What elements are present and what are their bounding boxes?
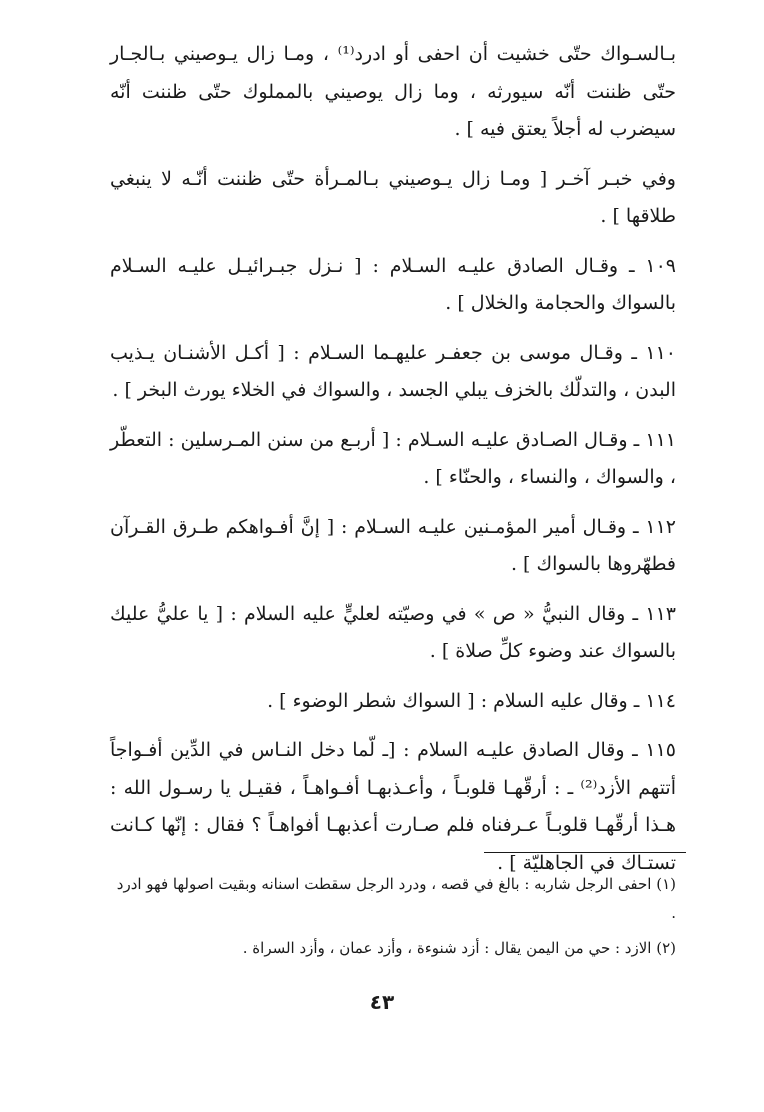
paragraph-other-report: وفي خبـر آخـر [ ومـا زال يـوصيني بـالمـرأة حتّى ظننت أنّـه لا ينبغي طلاقها ] . — [110, 167, 676, 227]
footnote-2: (٢) الازد : حي من اليمن يقال : أزد شنوءة ، وأزد عمان ، وأزد السراة . — [242, 939, 676, 957]
paragraph-112: ١١٢ ـ وقـال أمير المؤمـنين عليـه السـلام : [ إنَّ أفـواهكم طـرق القـرآن فطهّروها بالسواك ] . — [110, 515, 676, 575]
footnote-separator — [484, 852, 686, 853]
main-text — [110, 36, 676, 894]
page-number: ٤٣ — [369, 990, 395, 1014]
paragraph-continuation: بـالسـواك حتّى خشيت أن احفى أو ادرد⁽¹⁾ ، ومـا زال يـوصيني بـالجـار حتّى ظننت أنّه سيورثه ، وما زال يوصيني بالمملوك حتّى ظننت أنّه سيضرب له أجلاً يعتق فيه ] . — [110, 43, 676, 140]
paragraph-115: ١١٥ ـ وقال الصادق عليـه السلام : [ـ لّما دخل النـاس في الدِّين أفـواجاً أتتهم الأزد⁽²⁾ ـ : أرقّهـا قلوبـاً ، وأعـذبهـا أفـواهـاً ، فقيـل يا رسـول الله : هـذا أرقّهـا قلوبـاً عـرفناه فلم صـارت أعذبهـا أفواهـاً ؟ فقال : إنّها كـانت تستـاك في الجاهليّة ] . — [110, 739, 676, 874]
paragraph-110: ١١٠ ـ وقـال موسى بن جعفـر عليهـما السـلام : [ أكـل الأشنـان يـذيب البدن ، والتدلّك بالخزف يبلي الجسد ، والسواك في الخلاء يورث البخر ] . — [110, 341, 676, 401]
footnotes — [110, 870, 676, 969]
paragraph-114: ١١٤ ـ وقال عليه السلام : [ السواك شطر الوضوء ] . — [267, 689, 676, 712]
paragraph-111: ١١١ ـ وقـال الصـادق عليـه السـلام : [ أربـع من سنن المـرسلين : التعطّر ، والسواك ، والنساء ، والحنّاء ] . — [110, 428, 676, 488]
paragraph-113: ١١٣ ـ وقال النبيُّ « ص » في وصيّته لعليٍّ عليه السلام : [ يا عليُّ عليك بالسواك عند وضوء كلِّ صلاة ] . — [110, 602, 676, 662]
footnote-1: (١) احفى الرجل شاربه : بالغ في قصه ، ودرد الرجل سقطت اسنانه وبقيت اصولها فهو ادرد . — [116, 875, 676, 922]
paragraph-109: ١٠٩ ـ وقـال الصادق عليـه السـلام : [ نـزل جبـرائيـل عليـه السـلام بالسواك والحجامة والخلال ] . — [110, 254, 676, 314]
